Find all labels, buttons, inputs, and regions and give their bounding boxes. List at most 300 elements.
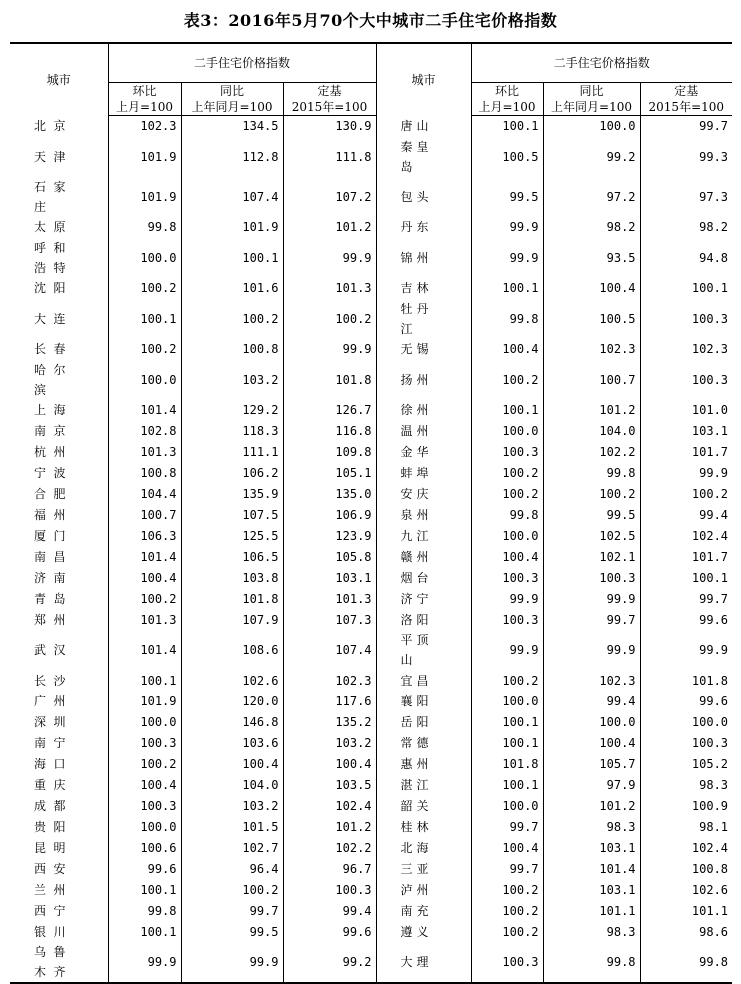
mom-value: 99.6 bbox=[108, 859, 181, 880]
mom-value: 99.8 bbox=[471, 504, 543, 525]
yoy-value: 100.3 bbox=[543, 567, 640, 588]
yoy-value: 103.8 bbox=[181, 567, 283, 588]
table-row bbox=[10, 900, 732, 921]
yoy-value: 120.0 bbox=[181, 691, 283, 712]
mom-header-right: 环比 bbox=[471, 83, 543, 100]
fixed-value: 100.2 bbox=[640, 484, 732, 505]
yoy-value: 99.8 bbox=[543, 463, 640, 484]
city-name: 厦门 bbox=[34, 528, 66, 543]
mom-value: 100.4 bbox=[471, 838, 543, 859]
city-name: 沈阳 bbox=[34, 281, 66, 296]
city-name: 湛江 bbox=[376, 775, 471, 796]
table-row bbox=[10, 796, 732, 817]
city-name: 南京 bbox=[34, 424, 66, 439]
city-name: 温州 bbox=[376, 421, 471, 442]
mom-value: 99.9 bbox=[471, 238, 543, 278]
city-name: 福州 bbox=[34, 507, 66, 522]
city-name: 上海 bbox=[34, 403, 66, 418]
city-name: 扬州 bbox=[376, 360, 471, 400]
city-name: 南充 bbox=[376, 900, 471, 921]
yoy-value: 100.5 bbox=[543, 299, 640, 339]
mom-value: 100.1 bbox=[108, 299, 181, 339]
mom-value: 100.6 bbox=[108, 838, 181, 859]
mom-value: 99.9 bbox=[471, 630, 543, 670]
fixed-value: 102.3 bbox=[640, 339, 732, 360]
yoy-value: 102.7 bbox=[181, 838, 283, 859]
city-name: 烟台 bbox=[376, 567, 471, 588]
price-index-table bbox=[10, 42, 732, 984]
fixed-value: 99.3 bbox=[640, 137, 732, 177]
yoy-value: 101.2 bbox=[543, 400, 640, 421]
city-name: 南昌 bbox=[34, 549, 66, 564]
fixed-value: 96.7 bbox=[283, 859, 376, 880]
mom-value: 100.0 bbox=[471, 796, 543, 817]
table-row bbox=[10, 712, 732, 733]
fixed-value: 99.9 bbox=[283, 339, 376, 360]
city-name: 秦皇岛 bbox=[376, 137, 471, 177]
yoy-base-left: 上年同月=100 bbox=[181, 99, 283, 116]
fixed-value: 97.3 bbox=[640, 177, 732, 217]
yoy-value: 98.3 bbox=[543, 921, 640, 942]
fixed-value: 101.0 bbox=[640, 400, 732, 421]
city-name: 昆明 bbox=[34, 841, 66, 856]
fixed-value: 117.6 bbox=[283, 691, 376, 712]
yoy-value: 101.8 bbox=[181, 588, 283, 609]
yoy-value: 146.8 bbox=[181, 712, 283, 733]
table-row bbox=[10, 525, 732, 546]
fixed-value: 100.3 bbox=[640, 360, 732, 400]
city-name: 包头 bbox=[376, 177, 471, 217]
yoy-header-right: 同比 bbox=[543, 83, 640, 100]
fixed-value: 100.8 bbox=[640, 859, 732, 880]
table-row bbox=[10, 546, 732, 567]
yoy-value: 99.8 bbox=[543, 942, 640, 983]
table-row bbox=[10, 217, 732, 238]
city-name: 韶关 bbox=[376, 796, 471, 817]
city-name: 兰州 bbox=[34, 882, 66, 897]
city-name: 北京 bbox=[34, 119, 66, 134]
fixed-value: 99.4 bbox=[283, 900, 376, 921]
yoy-value: 129.2 bbox=[181, 400, 283, 421]
yoy-value: 100.1 bbox=[181, 238, 283, 278]
mom-base-right: 上月=100 bbox=[471, 99, 543, 116]
fixed-value: 111.8 bbox=[283, 137, 376, 177]
yoy-value: 107.9 bbox=[181, 609, 283, 630]
yoy-value: 100.4 bbox=[181, 754, 283, 775]
fixed-base-left: 2015年=100 bbox=[283, 99, 376, 116]
mom-base-left: 上月=100 bbox=[108, 99, 181, 116]
mom-value: 101.3 bbox=[108, 609, 181, 630]
city-name: 杭州 bbox=[34, 445, 66, 460]
fixed-base-right: 2015年=100 bbox=[640, 99, 732, 116]
fixed-value: 107.2 bbox=[283, 177, 376, 217]
table-row bbox=[10, 360, 732, 400]
fixed-value: 102.4 bbox=[283, 796, 376, 817]
table-title: 表3：2016年5月70个大中城市二手住宅价格指数 bbox=[183, 11, 558, 30]
mom-value: 100.2 bbox=[471, 900, 543, 921]
yoy-value: 101.4 bbox=[543, 859, 640, 880]
mom-value: 100.2 bbox=[108, 588, 181, 609]
yoy-value: 99.9 bbox=[181, 942, 283, 983]
mom-value: 100.2 bbox=[471, 921, 543, 942]
yoy-value: 108.6 bbox=[181, 630, 283, 670]
city-name: 唐山 bbox=[376, 116, 471, 137]
mom-value: 100.1 bbox=[471, 278, 543, 299]
city-name: 赣州 bbox=[376, 546, 471, 567]
city-name: 徐州 bbox=[376, 400, 471, 421]
yoy-value: 100.4 bbox=[543, 278, 640, 299]
yoy-value: 100.2 bbox=[181, 299, 283, 339]
fixed-value: 109.8 bbox=[283, 442, 376, 463]
yoy-value: 97.9 bbox=[543, 775, 640, 796]
table-row bbox=[10, 177, 732, 217]
fixed-value: 102.4 bbox=[640, 838, 732, 859]
mom-value: 101.3 bbox=[108, 442, 181, 463]
fixed-value: 100.3 bbox=[640, 299, 732, 339]
fixed-value: 98.1 bbox=[640, 817, 732, 838]
city-name: 天津 bbox=[34, 149, 66, 164]
yoy-value: 99.7 bbox=[543, 609, 640, 630]
mom-value: 99.5 bbox=[471, 177, 543, 217]
yoy-value: 100.8 bbox=[181, 339, 283, 360]
city-name: 西宁 bbox=[34, 903, 66, 918]
mom-value: 106.3 bbox=[108, 525, 181, 546]
yoy-value: 111.1 bbox=[181, 442, 283, 463]
yoy-value: 99.7 bbox=[181, 900, 283, 921]
table-row bbox=[10, 116, 732, 137]
yoy-value: 103.6 bbox=[181, 733, 283, 754]
fixed-value: 99.7 bbox=[640, 588, 732, 609]
mom-value: 100.0 bbox=[108, 712, 181, 733]
table-row bbox=[10, 400, 732, 421]
city-name: 丹东 bbox=[376, 217, 471, 238]
table-row bbox=[10, 670, 732, 691]
city-name: 大理 bbox=[376, 942, 471, 983]
mom-value: 100.0 bbox=[108, 238, 181, 278]
city-name: 襄阳 bbox=[376, 691, 471, 712]
fixed-value: 99.6 bbox=[640, 691, 732, 712]
yoy-value: 101.6 bbox=[181, 278, 283, 299]
yoy-value: 107.5 bbox=[181, 504, 283, 525]
mom-value: 100.0 bbox=[471, 525, 543, 546]
index-group-header-right: 二手住宅价格指数 bbox=[471, 43, 732, 83]
fixed-value: 135.0 bbox=[283, 484, 376, 505]
mom-value: 100.0 bbox=[471, 691, 543, 712]
table-row bbox=[10, 859, 732, 880]
yoy-value: 99.2 bbox=[543, 137, 640, 177]
mom-value: 100.0 bbox=[471, 421, 543, 442]
yoy-value: 107.4 bbox=[181, 177, 283, 217]
yoy-value: 102.1 bbox=[543, 546, 640, 567]
fixed-value: 99.8 bbox=[640, 942, 732, 983]
yoy-value: 106.5 bbox=[181, 546, 283, 567]
city-name: 大连 bbox=[34, 311, 66, 326]
fixed-value: 100.2 bbox=[283, 299, 376, 339]
yoy-value: 101.9 bbox=[181, 217, 283, 238]
mom-value: 101.8 bbox=[471, 754, 543, 775]
table-row bbox=[10, 838, 732, 859]
fixed-value: 105.8 bbox=[283, 546, 376, 567]
mom-value: 101.9 bbox=[108, 177, 181, 217]
city-name: 锦州 bbox=[376, 238, 471, 278]
yoy-value: 103.1 bbox=[543, 879, 640, 900]
table-row bbox=[10, 339, 732, 360]
table-row bbox=[10, 504, 732, 525]
city-name: 青岛 bbox=[34, 591, 66, 606]
table-row bbox=[10, 609, 732, 630]
fixed-value: 103.2 bbox=[283, 733, 376, 754]
fixed-value: 99.6 bbox=[640, 609, 732, 630]
yoy-value: 98.2 bbox=[543, 217, 640, 238]
fixed-value: 101.3 bbox=[283, 588, 376, 609]
fixed-value: 99.6 bbox=[283, 921, 376, 942]
yoy-value: 104.0 bbox=[543, 421, 640, 442]
fixed-value: 100.0 bbox=[640, 712, 732, 733]
mom-value: 100.4 bbox=[471, 339, 543, 360]
fixed-value: 105.1 bbox=[283, 463, 376, 484]
yoy-value: 103.2 bbox=[181, 796, 283, 817]
table-row bbox=[10, 278, 732, 299]
city-name: 海口 bbox=[34, 757, 66, 772]
yoy-base-right: 上年同月=100 bbox=[543, 99, 640, 116]
city-name: 合肥 bbox=[34, 486, 66, 501]
table-row bbox=[10, 775, 732, 796]
table-row bbox=[10, 484, 732, 505]
table-row bbox=[10, 733, 732, 754]
fixed-value: 100.3 bbox=[640, 733, 732, 754]
yoy-value: 104.0 bbox=[181, 775, 283, 796]
city-name: 长沙 bbox=[34, 673, 66, 688]
yoy-value: 100.0 bbox=[543, 712, 640, 733]
city-name: 郑州 bbox=[34, 612, 66, 627]
mom-value: 99.9 bbox=[471, 588, 543, 609]
yoy-value: 96.4 bbox=[181, 859, 283, 880]
table-row bbox=[10, 921, 732, 942]
mom-value: 100.1 bbox=[108, 670, 181, 691]
mom-value: 100.1 bbox=[108, 921, 181, 942]
mom-value: 100.2 bbox=[471, 670, 543, 691]
yoy-value: 99.9 bbox=[543, 630, 640, 670]
index-group-header-left: 二手住宅价格指数 bbox=[108, 43, 376, 83]
table-row bbox=[10, 630, 732, 670]
yoy-value: 98.3 bbox=[543, 817, 640, 838]
fixed-value: 94.8 bbox=[640, 238, 732, 278]
yoy-value: 102.6 bbox=[181, 670, 283, 691]
fixed-value: 101.2 bbox=[283, 817, 376, 838]
fixed-value: 102.6 bbox=[640, 879, 732, 900]
mom-value: 100.3 bbox=[471, 609, 543, 630]
table-row bbox=[10, 442, 732, 463]
fixed-value: 107.3 bbox=[283, 609, 376, 630]
mom-value: 100.2 bbox=[471, 484, 543, 505]
fixed-value: 135.2 bbox=[283, 712, 376, 733]
mom-value: 99.8 bbox=[108, 217, 181, 238]
fixed-value: 100.3 bbox=[283, 879, 376, 900]
table-row bbox=[10, 817, 732, 838]
mom-value: 100.1 bbox=[471, 400, 543, 421]
fixed-value: 130.9 bbox=[283, 116, 376, 137]
yoy-value: 101.1 bbox=[543, 900, 640, 921]
mom-value: 102.8 bbox=[108, 421, 181, 442]
yoy-value: 100.0 bbox=[543, 116, 640, 137]
yoy-value: 100.2 bbox=[543, 484, 640, 505]
city-name: 遵义 bbox=[376, 921, 471, 942]
city-name: 呼和浩特 bbox=[34, 240, 66, 275]
fixed-value: 126.7 bbox=[283, 400, 376, 421]
city-name: 蚌埠 bbox=[376, 463, 471, 484]
yoy-value: 106.2 bbox=[181, 463, 283, 484]
fixed-value: 107.4 bbox=[283, 630, 376, 670]
city-name: 岳阳 bbox=[376, 712, 471, 733]
fixed-value: 101.2 bbox=[283, 217, 376, 238]
city-name: 广州 bbox=[34, 694, 66, 709]
yoy-value: 102.3 bbox=[543, 670, 640, 691]
fixed-value: 103.1 bbox=[640, 421, 732, 442]
yoy-header-left: 同比 bbox=[181, 83, 283, 100]
yoy-value: 101.5 bbox=[181, 817, 283, 838]
city-name: 银川 bbox=[34, 924, 66, 939]
fixed-header-left: 定基 bbox=[283, 83, 376, 100]
yoy-value: 100.7 bbox=[543, 360, 640, 400]
mom-value: 100.1 bbox=[471, 116, 543, 137]
city-name: 济南 bbox=[34, 570, 66, 585]
fixed-header-right: 定基 bbox=[640, 83, 732, 100]
fixed-value: 99.4 bbox=[640, 504, 732, 525]
mom-value: 100.2 bbox=[471, 879, 543, 900]
city-name: 宁波 bbox=[34, 466, 66, 481]
yoy-value: 103.1 bbox=[543, 838, 640, 859]
city-name: 石家庄 bbox=[34, 179, 66, 214]
city-name: 太原 bbox=[34, 220, 66, 235]
fixed-value: 102.4 bbox=[640, 525, 732, 546]
yoy-value: 125.5 bbox=[181, 525, 283, 546]
fixed-value: 98.3 bbox=[640, 775, 732, 796]
fixed-value: 103.5 bbox=[283, 775, 376, 796]
city-name: 贵阳 bbox=[34, 820, 66, 835]
mom-value: 100.4 bbox=[108, 775, 181, 796]
table-row bbox=[10, 421, 732, 442]
yoy-value: 112.8 bbox=[181, 137, 283, 177]
city-name: 乌鲁木齐 bbox=[10, 942, 108, 983]
yoy-value: 99.5 bbox=[181, 921, 283, 942]
yoy-value: 99.9 bbox=[543, 588, 640, 609]
mom-value: 101.9 bbox=[108, 137, 181, 177]
mom-value: 100.2 bbox=[471, 463, 543, 484]
yoy-value: 118.3 bbox=[181, 421, 283, 442]
mom-value: 100.8 bbox=[108, 463, 181, 484]
mom-value: 100.5 bbox=[471, 137, 543, 177]
mom-value: 99.7 bbox=[471, 859, 543, 880]
city-name: 泉州 bbox=[376, 504, 471, 525]
fixed-value: 105.2 bbox=[640, 754, 732, 775]
mom-value: 100.2 bbox=[108, 339, 181, 360]
mom-value: 101.4 bbox=[108, 546, 181, 567]
mom-header-left: 环比 bbox=[108, 83, 181, 100]
fixed-value: 100.1 bbox=[640, 567, 732, 588]
mom-value: 99.8 bbox=[108, 900, 181, 921]
fixed-value: 98.2 bbox=[640, 217, 732, 238]
fixed-value: 103.1 bbox=[283, 567, 376, 588]
yoy-value: 135.9 bbox=[181, 484, 283, 505]
city-name: 金华 bbox=[376, 442, 471, 463]
city-name: 洛阳 bbox=[376, 609, 471, 630]
yoy-value: 102.3 bbox=[543, 339, 640, 360]
city-name: 重庆 bbox=[34, 778, 66, 793]
fixed-value: 101.7 bbox=[640, 442, 732, 463]
mom-value: 100.2 bbox=[108, 278, 181, 299]
city-name: 长春 bbox=[34, 342, 66, 357]
mom-value: 100.0 bbox=[108, 360, 181, 400]
fixed-value: 99.9 bbox=[283, 238, 376, 278]
yoy-value: 101.2 bbox=[543, 796, 640, 817]
fixed-value: 123.9 bbox=[283, 525, 376, 546]
table-row bbox=[10, 691, 732, 712]
mom-value: 99.8 bbox=[471, 299, 543, 339]
fixed-value: 102.3 bbox=[283, 670, 376, 691]
mom-value: 100.3 bbox=[471, 567, 543, 588]
mom-value: 104.4 bbox=[108, 484, 181, 505]
city-name: 桂林 bbox=[376, 817, 471, 838]
mom-value: 101.4 bbox=[108, 630, 181, 670]
yoy-value: 100.4 bbox=[543, 733, 640, 754]
city-name: 宜昌 bbox=[376, 670, 471, 691]
city-name: 平顶山 bbox=[376, 630, 471, 670]
yoy-value: 99.4 bbox=[543, 691, 640, 712]
mom-value: 100.0 bbox=[108, 817, 181, 838]
fixed-value: 116.8 bbox=[283, 421, 376, 442]
mom-value: 100.3 bbox=[471, 442, 543, 463]
mom-value: 100.4 bbox=[471, 546, 543, 567]
yoy-value: 102.5 bbox=[543, 525, 640, 546]
table-row bbox=[10, 588, 732, 609]
mom-value: 100.1 bbox=[471, 712, 543, 733]
mom-value: 100.1 bbox=[108, 879, 181, 900]
table-row bbox=[10, 137, 732, 177]
mom-value: 100.2 bbox=[471, 360, 543, 400]
city-name: 哈尔滨 bbox=[34, 362, 66, 397]
city-name: 泸州 bbox=[376, 879, 471, 900]
mom-value: 100.3 bbox=[471, 942, 543, 983]
city-name: 西安 bbox=[34, 861, 66, 876]
fixed-value: 99.9 bbox=[640, 630, 732, 670]
table-row bbox=[10, 942, 732, 983]
city-name: 南宁 bbox=[34, 736, 66, 751]
table-row bbox=[10, 754, 732, 775]
fixed-value: 106.9 bbox=[283, 504, 376, 525]
table-body bbox=[10, 116, 732, 984]
city-name: 常德 bbox=[376, 733, 471, 754]
yoy-value: 105.7 bbox=[543, 754, 640, 775]
fixed-value: 98.6 bbox=[640, 921, 732, 942]
yoy-value: 97.2 bbox=[543, 177, 640, 217]
yoy-value: 103.2 bbox=[181, 360, 283, 400]
city-name: 济宁 bbox=[376, 588, 471, 609]
table-row bbox=[10, 567, 732, 588]
table-row bbox=[10, 463, 732, 484]
mom-value: 100.1 bbox=[471, 775, 543, 796]
fixed-value: 101.1 bbox=[640, 900, 732, 921]
mom-value: 100.2 bbox=[108, 754, 181, 775]
city-name: 九江 bbox=[376, 525, 471, 546]
mom-value: 100.1 bbox=[471, 733, 543, 754]
fixed-value: 100.4 bbox=[283, 754, 376, 775]
city-name: 安庆 bbox=[376, 484, 471, 505]
city-name: 武汉 bbox=[34, 643, 66, 658]
fixed-value: 101.3 bbox=[283, 278, 376, 299]
yoy-value: 134.5 bbox=[181, 116, 283, 137]
mom-value: 101.9 bbox=[108, 691, 181, 712]
city-name: 无锡 bbox=[376, 339, 471, 360]
